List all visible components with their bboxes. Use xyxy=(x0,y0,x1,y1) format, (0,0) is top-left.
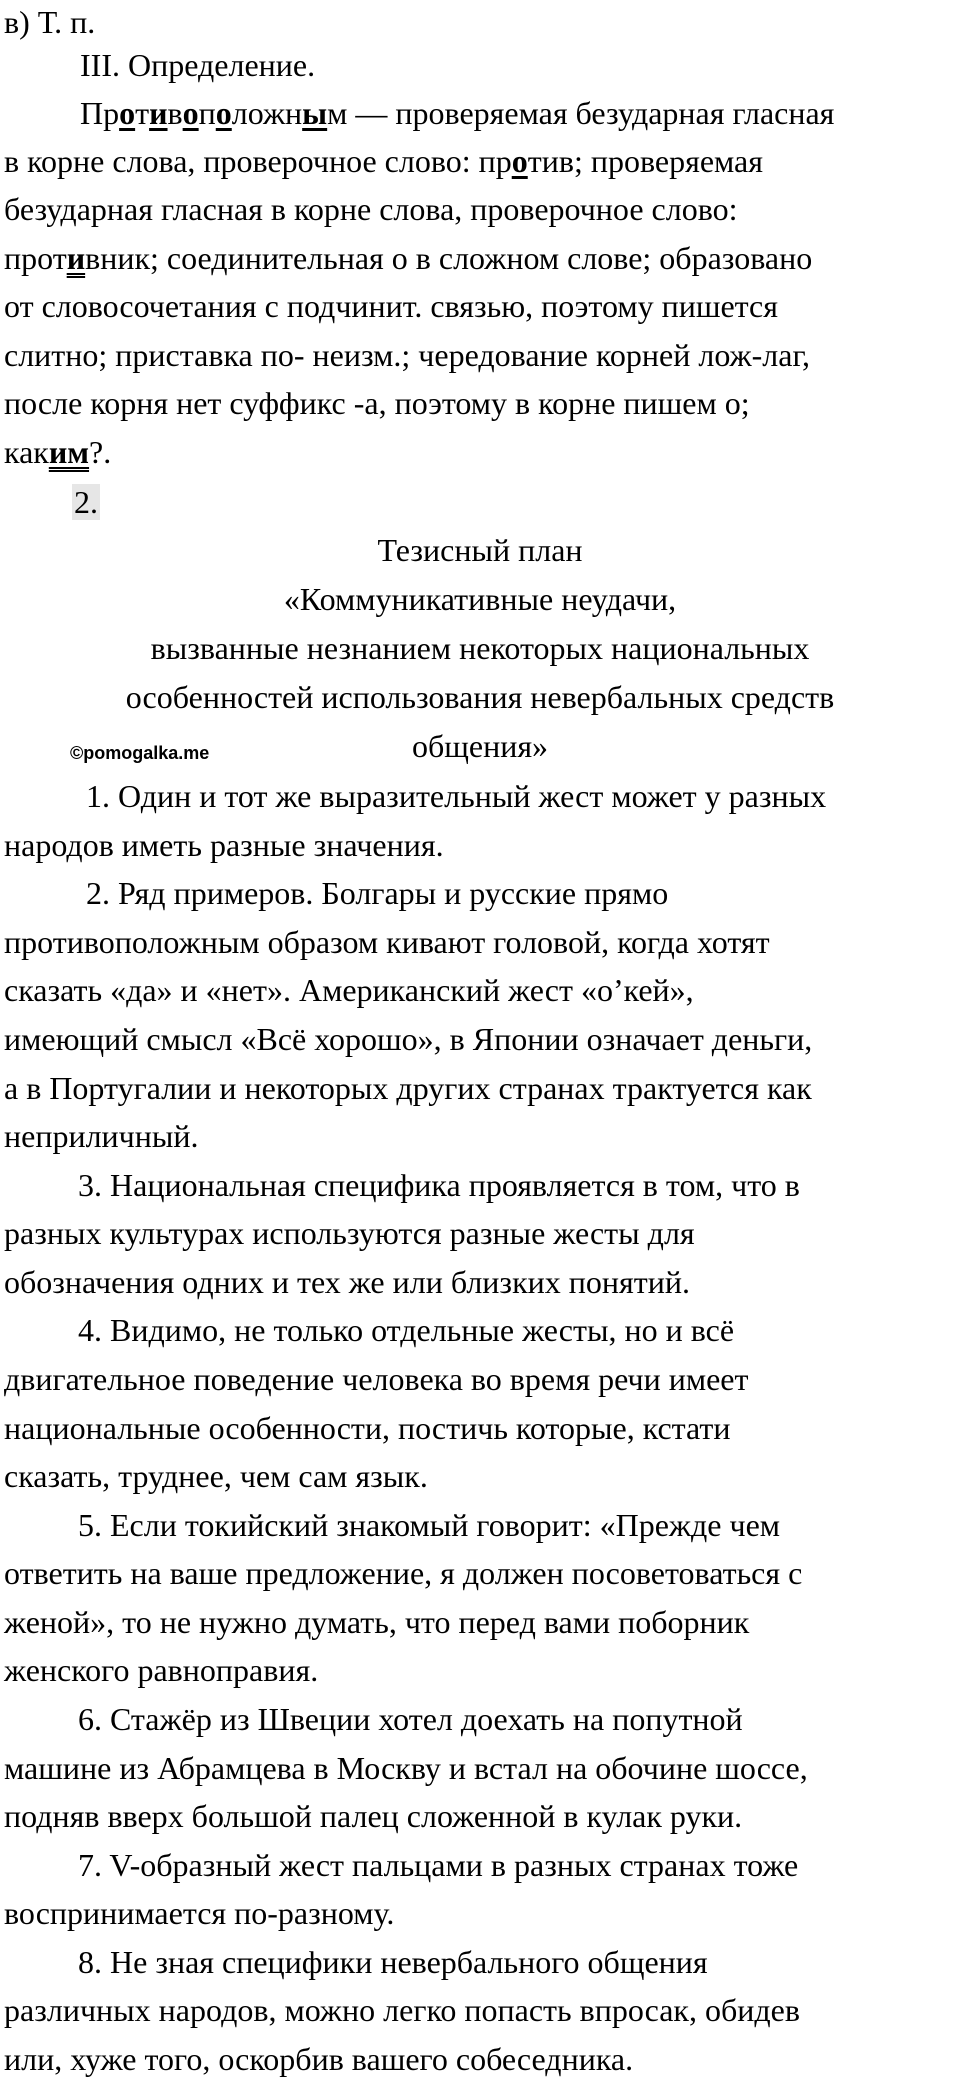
word-part: п xyxy=(198,95,216,131)
word-part: в xyxy=(167,95,183,131)
plan-item-line: противоположным образом кивают головой, когда хотят xyxy=(4,924,770,960)
text-run: ?. xyxy=(89,434,112,470)
task-number xyxy=(72,482,100,522)
text-line: в) Т. п. xyxy=(4,4,96,40)
plan-title: Тезисный план xyxy=(377,532,583,568)
plan-item-line: а в Португалии и некоторых других странах трактуется как xyxy=(4,1070,812,1106)
text-line xyxy=(4,141,763,181)
text-run: прот xyxy=(4,240,67,276)
plan-item-line: 1. Один и тот же выразительный жест может у разных xyxy=(86,778,827,814)
vowel-underlined: и xyxy=(149,95,168,131)
plan-title-line: особенностей использования невербальных средств xyxy=(125,679,835,715)
plan-item-line: 2. Ряд примеров. Болгары и русские прямо xyxy=(86,875,669,911)
plan-item-line: различных народов, можно легко попасть впросак, обидев xyxy=(4,1992,800,2028)
text-run: в корне слова, проверочное слово: пр xyxy=(4,143,512,179)
plan-item-line: подняв вверх большой палец сложенной в кулак руки. xyxy=(4,1798,743,1834)
plan-item-line: 7. V-образный жест пальцами в разных странах тоже xyxy=(78,1847,799,1883)
text-line: слитно; приставка по- неизм.; чередование корней лож-лаг, xyxy=(4,337,810,373)
text-run: — проверяемая безударная гласная xyxy=(347,95,835,131)
word-part: м xyxy=(327,95,348,131)
text-run: вник; соединительная о в сложном слове; образовано xyxy=(85,240,813,276)
plan-item-line: неприличный. xyxy=(4,1118,199,1154)
text-run: как xyxy=(4,434,49,470)
text-line xyxy=(4,432,111,472)
text-line: безударная гласная в корне слова, проверочное слово: xyxy=(4,191,738,227)
plan-item-line: обозначения одних и тех же или близких понятий. xyxy=(4,1264,690,1300)
text-line: после корня нет суффикс -а, поэтому в корне пишем о; xyxy=(4,385,750,421)
parsed-word-line xyxy=(80,93,834,133)
plan-item-line: народов иметь разные значения. xyxy=(4,827,444,863)
vowel-underlined: о xyxy=(119,95,136,131)
vowel-double-underlined: и xyxy=(66,240,86,276)
plan-item-line: сказать «да» и «нет». Американский жест «о’кей», xyxy=(4,972,694,1008)
vowel-underlined: о xyxy=(215,95,232,131)
text-line: от словосочетания с подчинит. связью, поэтому пишется xyxy=(4,288,778,324)
text-line xyxy=(4,238,812,278)
vowel-underlined: о xyxy=(511,143,528,179)
plan-item-line: 8. Не зная специфики невербального общения xyxy=(78,1944,708,1980)
plan-item-line: 4. Видимо, не только отдельные жесты, но и всё xyxy=(78,1312,735,1348)
plan-item-line: национальные особенности, постичь которые, кстати xyxy=(4,1410,731,1446)
plan-item-line: женой», то не нужно думать, что перед вами поборник xyxy=(4,1604,750,1640)
vowel-underlined: о xyxy=(182,95,199,131)
plan-item-line: 5. Если токийский знакомый говорит: «Прежде чем xyxy=(78,1507,781,1543)
ending-double-underlined: им xyxy=(48,434,90,470)
watermark: ©pomogalka.me xyxy=(70,743,210,763)
plan-item-line: двигательное поведение человека во время речи имеет xyxy=(4,1361,749,1397)
section-heading: III. Определение. xyxy=(80,47,316,83)
plan-item-line: женского равноправия. xyxy=(4,1652,319,1688)
plan-item-line: разных культурах используются разные жесты для xyxy=(4,1215,695,1251)
plan-item-line: или, хуже того, оскорбив вашего собеседника. xyxy=(4,2041,634,2077)
word-part: Пр xyxy=(80,95,120,131)
plan-item-line: машине из Абрамцева в Москву и встал на обочине шоссе, xyxy=(4,1750,808,1786)
word-part: т xyxy=(135,95,150,131)
plan-title-line: общения» xyxy=(411,728,549,764)
plan-title-line: «Коммуникативные неудачи, xyxy=(283,581,677,617)
plan-item-line: имеющий смысл «Всё хорошо», в Японии означает деньги, xyxy=(4,1021,813,1057)
plan-title-line: вызванные незнанием некоторых национальных xyxy=(150,630,810,666)
plan-item-line: воспринимается по-разному. xyxy=(4,1895,395,1931)
plan-item-line: 3. Национальная специфика проявляется в том, что в xyxy=(78,1167,800,1203)
text-run: тив; проверяемая xyxy=(527,143,763,179)
plan-item-line: 6. Стажёр из Швеции хотел доехать на попутной xyxy=(78,1701,743,1737)
plan-item-line: сказать, труднее, чем сам язык. xyxy=(4,1458,428,1494)
plan-item-line: ответить на ваше предложение, я должен посоветоваться с xyxy=(4,1555,803,1591)
task-number-label: 2. xyxy=(74,484,98,520)
word-part: ложн xyxy=(231,95,303,131)
ending-underlined: ы xyxy=(302,95,328,131)
